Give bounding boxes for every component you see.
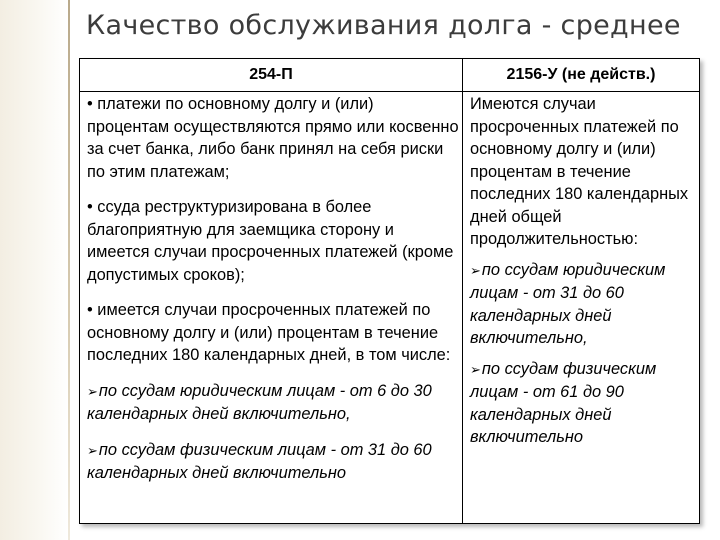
header-2156u: 2156-У (не действ.) xyxy=(506,66,656,83)
decorative-side-band xyxy=(0,0,68,540)
arrow-bullet-icon: ➢ xyxy=(470,262,481,278)
sub-item-individuals: ➢по ссудам физическим лицам - от 31 до 60 календарных дней включительно xyxy=(87,440,432,482)
sub-item-legal-entities: ➢по ссудам юридическим лицам - от 6 до 30 календарных дней включительно, xyxy=(87,381,432,423)
criterion-bank-payments: • платежи по основному долгу и (или) процентам осуществляются прямо или косвенно за счет банка, либо банк принял на себя риски по этим платежам; xyxy=(87,95,459,181)
table-header-row xyxy=(80,59,699,92)
arrow-bullet-icon: ➢ xyxy=(470,361,481,377)
header-254p: 254-П xyxy=(249,66,293,83)
comparison-table xyxy=(79,58,700,524)
sub-item-individuals: ➢по ссудам физическим лицам - от 61 до 90 календарных дней включительно xyxy=(470,359,657,446)
sub-item-legal-entities: ➢по ссудам юридическим лицам - от 31 до 60 календарных дней включительно, xyxy=(470,260,666,347)
arrow-bullet-icon: ➢ xyxy=(87,383,98,399)
decorative-vertical-line xyxy=(68,0,70,540)
cell-254p-content xyxy=(87,93,459,498)
criterion-restructured-loan: • ссуда реструктуризирована в более благоприятную для заемщика сторону и имеется случаи просроченных платежей (кроме допустимых сроков); xyxy=(87,198,454,284)
column-divider xyxy=(462,59,463,523)
slide-title: Качество обслуживания долга - среднее xyxy=(86,10,681,41)
arrow-bullet-icon: ➢ xyxy=(87,442,98,458)
cell-2156u-content xyxy=(470,93,698,457)
criterion-overdue-payments: • имеется случаи просроченных платежей по основному долгу и (или) процентам в течение последних 180 календарных дней, в том числе: xyxy=(87,301,451,364)
criterion-overdue-duration: Имеются случаи просроченных платежей по основному долгу и (или) процентам в течение последних 180 календарных дней общей продолжительностью: xyxy=(470,95,689,248)
